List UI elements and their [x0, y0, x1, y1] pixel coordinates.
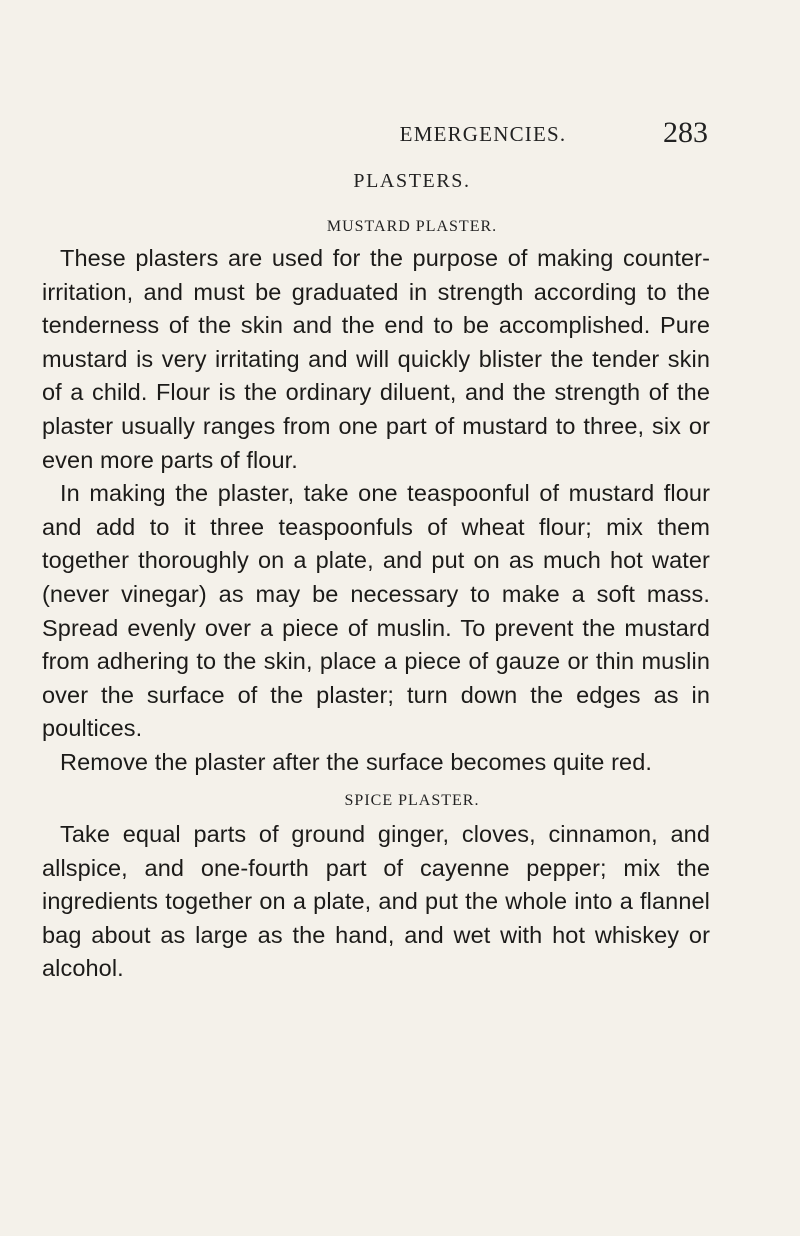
paragraph-mustard-intro: These plasters are used for the purpose of making counter-irritation, and must be graduated in strength according to the tenderness of the skin and the end to be accomplished. Pure mustard is very irritating and will quickly blister the tender skin of a child. Flour is the ordinary diluent, and the strength of the plaster usually ranges from one part of mustard to three, six or even more parts of flour. [42, 245, 710, 473]
section-heading-plasters: PLASTERS. [353, 170, 471, 192]
subheading-mustard-plaster: MUSTARD PLASTER. [326, 218, 498, 235]
running-head [258, 116, 708, 156]
mustard-plaster-text [42, 242, 710, 780]
running-title: EMERGENCIES. [399, 122, 567, 146]
page-number: 283 [663, 116, 708, 149]
spice-plaster-text [42, 818, 710, 986]
paragraph-mustard-method: In making the plaster, take one teaspoonful of mustard flour and add to it three teaspoonfuls of wheat flour; mix them together thoroughly on a plate, and put on as much hot water (never vinegar) as may be necessary to make a soft mass. Spread evenly over a piece of muslin. To prevent the mustard from adhering to the skin, place a piece of gauze or thin muslin over the surface of the plaster; turn down the edges as in poultices. [42, 480, 710, 742]
subheading-spice-plaster: SPICE PLASTER. [344, 792, 480, 809]
paragraph-spice-method: Take equal parts of ground ginger, cloves, cinnamon, and allspice, and one-fourth part of cayenne pepper; mix the ingredients together on a plate, and put the whole into a flannel bag about as large as the hand, and wet with hot whiskey or alcohol. [42, 821, 710, 982]
paragraph-mustard-remove: Remove the plaster after the surface becomes quite red. [60, 748, 653, 775]
